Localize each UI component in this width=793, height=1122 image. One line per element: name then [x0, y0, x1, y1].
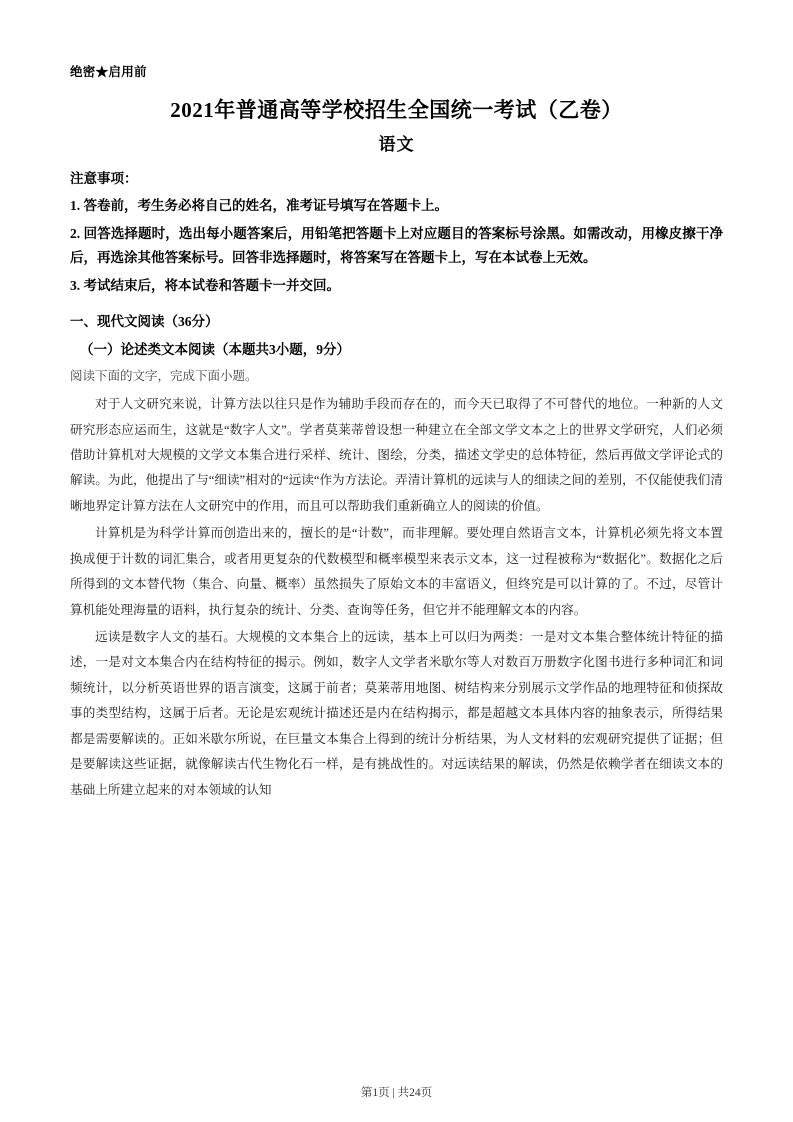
- page-footer: 第1页 | 共24页: [360, 1087, 433, 1099]
- reading-instruction: 阅读下面的文字，完成下面小题。: [70, 369, 258, 384]
- passage-paragraph: 计算机是为科学计算而创造出来的，擅长的是“计数”，而非理解。要处理自然语言文本，计算机必须先将文本置换成便于计数的词汇集合，或者用更复杂的代数模型和概率模型来表示文本，这一过程被称为“数据化”。数据化之后所得到的文本替代物（集合、向量、概率）虽然损失了原始文本的丰富语义，但终究是可以计算的了。不过，尽管计算机能处理海量的语料，执行复杂的统计、分类、查询等任务，但它并不能理解文本的内容。: [70, 526, 723, 617]
- notice-heading: 注意事项：: [70, 171, 138, 186]
- page-title: 2021年普通高等学校招生全国统一考试（乙卷）: [170, 98, 623, 122]
- notice-item-2: 2. 回答选择题时，选出每小题答案后，用铅笔把答题卡上对应题目的答案标号涂黑。如需改动，用橡皮擦干净后，再选涂其他答案标号。回答非选择题时，将答案写在答题卡上，写在本试卷上无效。: [70, 226, 723, 266]
- passage-paragraph: 对于人文研究来说，计算方法以往只是作为辅助手段而存在的，而今天已取得了不可替代的地位。一种新的人文研究形态应运而生，这就是“数字人文”。学者莫莱蒂曾设想一种建立在全部文学文本之上的世界文学研究，人们必须借助计算机对大规模的文学文本集合进行采样、统计、图绘，分类，描述文学史的总体特征，然后再做文学评论式的解读。为此，他提出了与“细读”相对的“远读“作为方法论。弄清计算机的远读与人的细读之间的差别，不仅能使我们清晰地界定计算方法在人文研究中的作用，而且可以帮助我们重新确立人的阅读的价值。: [70, 397, 723, 513]
- section-heading-one: 一、现代文阅读（36分）: [70, 314, 219, 330]
- subject-title: 语文: [378, 135, 415, 154]
- secret-label: 绝密★启用前: [70, 65, 147, 79]
- notice-item-1: 1. 答卷前，考生务必将自己的姓名，准考证号填写在答题卡上。: [70, 198, 448, 213]
- passage-paragraph: 远读是数字人文的基石。大规模的文本集合上的远读，基本上可以归为两类：一是对文本集合整体统计特征的描述，一是对文本集合内在结构特征的揭示。例如，数字人文学者米歇尔等人对数百万册数字化图书进行多种词汇和词频统计，以分析英语世界的语言演变，这属于前者；莫莱蒂用地图、树结构来分别展示文学作品的地理特征和侦探故事的类型结构，这属于后者。无论是宏观统计描述还是内在结构揭示，都是超越文本具体内容的抽象表示，所得结果都是需要解读的。正如米歇尔所说，在巨量文本集合上得到的统计分析结果，为人文材料的宏观研究提供了证据；但是要解读这些证据，就像解读古代生物化石一样，是有挑战性的。对远读结果的解读，仍然是依赖学者在细读文本的基础上所建立起来的对本领域的认知: [70, 630, 723, 797]
- notice-item-3: 3. 考试结束后，将本试卷和答题卡一并交回。: [70, 278, 340, 294]
- subsection-heading-one: （一）论述类文本阅读（本题共3小题，9分）: [80, 342, 350, 358]
